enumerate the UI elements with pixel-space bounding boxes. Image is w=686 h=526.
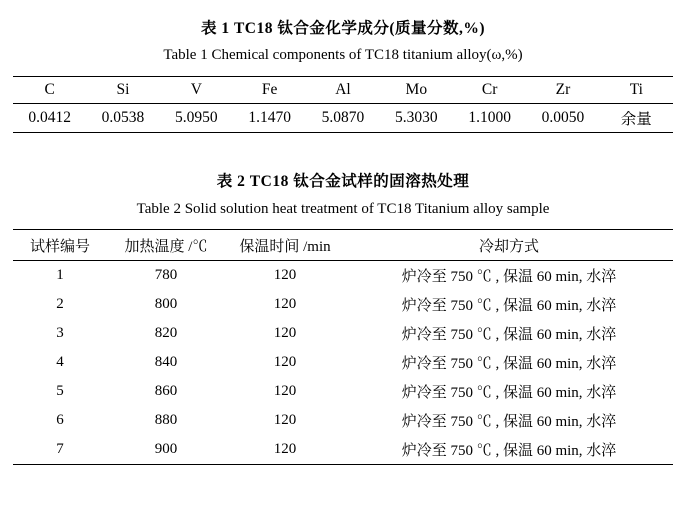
table2-cell-sample-id: 6 [56,412,64,428]
table1-cell: 0.0050 [526,104,599,133]
table2-header-cell-cooling-method: 冷却方式 [345,230,673,261]
table-row [13,319,673,348]
table1-cell: 0.0412 [13,104,86,133]
table2-cell-cooling-method: 炉冷至 750 ℃ , 保温 60 min, 水淬 [401,356,617,372]
table2-block [10,169,676,465]
table-row [13,406,673,435]
table2-cell-sample-id: 2 [56,296,64,312]
table2-cell-sample-id: 5 [56,383,64,399]
table2-cell-hold-time: 120 [273,296,297,312]
table2-english-caption: Table 2 Solid solution heat treatment of TC18 Titanium alloy sample [136,201,550,217]
table1-chinese-caption: 表 1 TC18 钛合金化学成分(质量分数,%) [200,20,486,37]
table2-header-row [13,230,673,261]
table1-cell: 余量 [600,104,673,133]
table2-cell-cooling-method: 炉冷至 750 ℃ , 保温 60 min, 水淬 [401,414,617,430]
chemical-components-table [13,76,673,133]
table1-cell: 5.0870 [306,104,379,133]
table2-cell-cooling-method: 炉冷至 750 ℃ , 保温 60 min, 水淬 [401,298,617,314]
table1-header-cell: C [13,77,86,104]
table2-header-cell-heating-temp: 加热温度 /℃ [107,230,225,261]
table1-header-cell: Fe [233,77,306,104]
table1-header-cell: Zr [526,77,599,104]
table-row [13,290,673,319]
table2-cell-cooling-method: 炉冷至 750 ℃ , 保温 60 min, 水淬 [401,327,617,343]
table2-cell-hold-time: 120 [273,325,297,341]
table1-cell: 1.1470 [233,104,306,133]
table2-cell-sample-id: 1 [13,261,107,291]
table2-cell-heating-temp: 900 [107,435,225,465]
table1-cell: 5.0950 [160,104,233,133]
table2-cell-sample-id: 4 [56,354,64,370]
table2-cell-heating-temp: 880 [154,412,178,428]
table1-data-row [13,104,673,133]
table2-cell-heating-temp: 800 [154,296,178,312]
table1-header-cell: Al [306,77,379,104]
table2-cell-heating-temp: 860 [154,383,178,399]
table1-header-row [13,77,673,104]
table2-cell-cooling-method: 炉冷至 750 ℃ , 保温 60 min, 水淬 [401,385,617,401]
table1-header-cell: Si [86,77,159,104]
table-row [13,377,673,406]
table1-block [10,10,676,133]
table2-header-cell-sample-id: 试样编号 [13,230,107,261]
table1-cell: 5.3030 [380,104,453,133]
table2-cell-hold-time: 120 [273,412,297,428]
table1-cell: 1.1000 [453,104,526,133]
table2-cell-sample-id: 7 [13,435,107,465]
table1-header-cell: V [160,77,233,104]
table2-chinese-caption: 表 2 TC18 钛合金试样的固溶热处理 [216,173,470,190]
table2-cell-hold-time: 120 [273,354,297,370]
table1-header-cell: Mo [380,77,453,104]
table-row [13,348,673,377]
table2-cell-heating-temp: 820 [154,325,178,341]
table2-cell-hold-time: 120 [225,261,345,291]
table2-cell-heating-temp: 780 [107,261,225,291]
table2-cell-cooling-method: 炉冷至 750 ℃ , 保温 60 min, 水淬 [345,435,673,465]
table2-cell-hold-time: 120 [225,435,345,465]
table-row [13,435,673,465]
table2-cell-sample-id: 3 [56,325,64,341]
table2-header-cell-hold-time: 保温时间 /min [225,230,345,261]
document-page [0,10,686,526]
table2-cell-hold-time: 120 [273,383,297,399]
table1-header-cell: Ti [600,77,673,104]
heat-treatment-table [13,229,673,465]
table1-header-cell: Cr [453,77,526,104]
table-row [13,261,673,291]
table1-cell: 0.0538 [86,104,159,133]
table1-english-caption: Table 1 Chemical components of TC18 titanium alloy(ω,%) [163,47,523,63]
table2-cell-cooling-method: 炉冷至 750 ℃ , 保温 60 min, 水淬 [345,261,673,291]
table2-cell-heating-temp: 840 [154,354,178,370]
